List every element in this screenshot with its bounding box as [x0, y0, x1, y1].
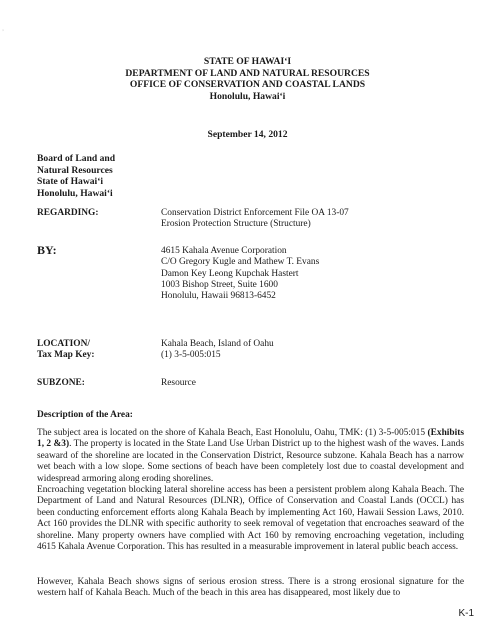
paragraph-1-text-a: The subject area is located on the shore of Kahala Beach, East Honolulu, Oahu, TMK: (1) 3-5-005:015 [37, 428, 426, 438]
scan-mark: ‚ [2, 26, 4, 32]
by-label: BY: [37, 243, 57, 257]
regarding-line: Erosion Protection Structure (Structure) [161, 219, 311, 230]
by-value [161, 246, 491, 302]
by-line: Damon Key Leong Kupchak Hastert [161, 268, 299, 279]
paragraph-1 [37, 428, 464, 485]
by-line: 4615 Kahala Avenue Corporation [161, 246, 287, 256]
document-date: September 14, 2012 [207, 129, 288, 140]
regarding-line: Conservation District Enforcement File OA 13-07 [161, 208, 349, 218]
letterhead-department: DEPARTMENT OF LAND AND NATURAL RESOURCES [125, 67, 370, 79]
by-line: C/O Gregory Kugle and Mathew T. Evans [161, 257, 320, 268]
exhibits-reference: (Exhibits 1, 2 &3) [37, 428, 464, 450]
page-number: K-1 [458, 608, 474, 619]
by-line: Honolulu, Hawaii 96813-6452 [161, 291, 276, 302]
letterhead-office: OFFICE OF CONSERVATION AND COASTAL LANDS [129, 79, 366, 90]
paragraph-2: Encroaching vegetation blocking lateral shoreline access has been a persistent problem along Kahala Beach. The Department of Land and Natural Resources (DLNR), Office of Conservation and Coastal Lands (OCCL) has been conducting enforcement efforts along Kahala Beach by implementing Act 160, Hawaii Session Laws, 2010. Act 160 provides the DLNR with specific authority to seek removal of vegetation that encroaches seaward of the shoreline. Many property owners have complied with Act 160 by removing encroaching vegetation, including 4615 Kahala Avenue Corporation. This has resulted in a measurable improvement in lateral public beach access. [37, 485, 464, 553]
regarding-label: REGARDING: [37, 208, 99, 218]
location-label-line: LOCATION/ [37, 339, 90, 349]
letterhead-state: STATE OF HAWAI‘I [203, 56, 292, 67]
location-label [37, 339, 157, 362]
addressee-block [37, 153, 115, 199]
paragraph-3: However, Kahala Beach shows signs of serious erosion stress. There is a strong erosional signature for the western half of Kahala Beach. Much of the beach in this area has disappeared, most likely due to [37, 577, 464, 599]
by-line: 1003 Bishop Street, Suite 1600 [161, 279, 278, 290]
tax-map-key-value: (1) 3-5-005:015 [161, 350, 221, 361]
addressee-line: Natural Resources [37, 164, 113, 176]
addressee-line: Honolulu, Hawai‘i [37, 187, 113, 199]
subzone-value: Resource [161, 378, 196, 388]
tax-map-key-label: Tax Map Key: [37, 350, 95, 361]
subzone-label: SUBZONE: [37, 378, 85, 388]
letterhead-city: Honolulu, Hawai‘i [209, 90, 286, 102]
regarding-value [161, 208, 491, 231]
paragraph-1-text-b: . The property is located in the State Land Use Urban District up to the highest wash of the waves. Lands seaward of the shoreline are located in the Conservation District, Resource subzone. Kahala Beach has a narrow wet beach with a low slope. Some sections of beach have been completely lost due to coastal development and widespread armoring along eroding shorelines. [37, 439, 464, 484]
addressee-line: Board of Land and [37, 153, 116, 164]
section-heading: Description of the Area: [37, 410, 133, 420]
location-line: Kahala Beach, Island of Oahu [161, 339, 274, 349]
addressee-line: State of Hawai‘i [37, 176, 104, 187]
location-value [161, 339, 491, 362]
